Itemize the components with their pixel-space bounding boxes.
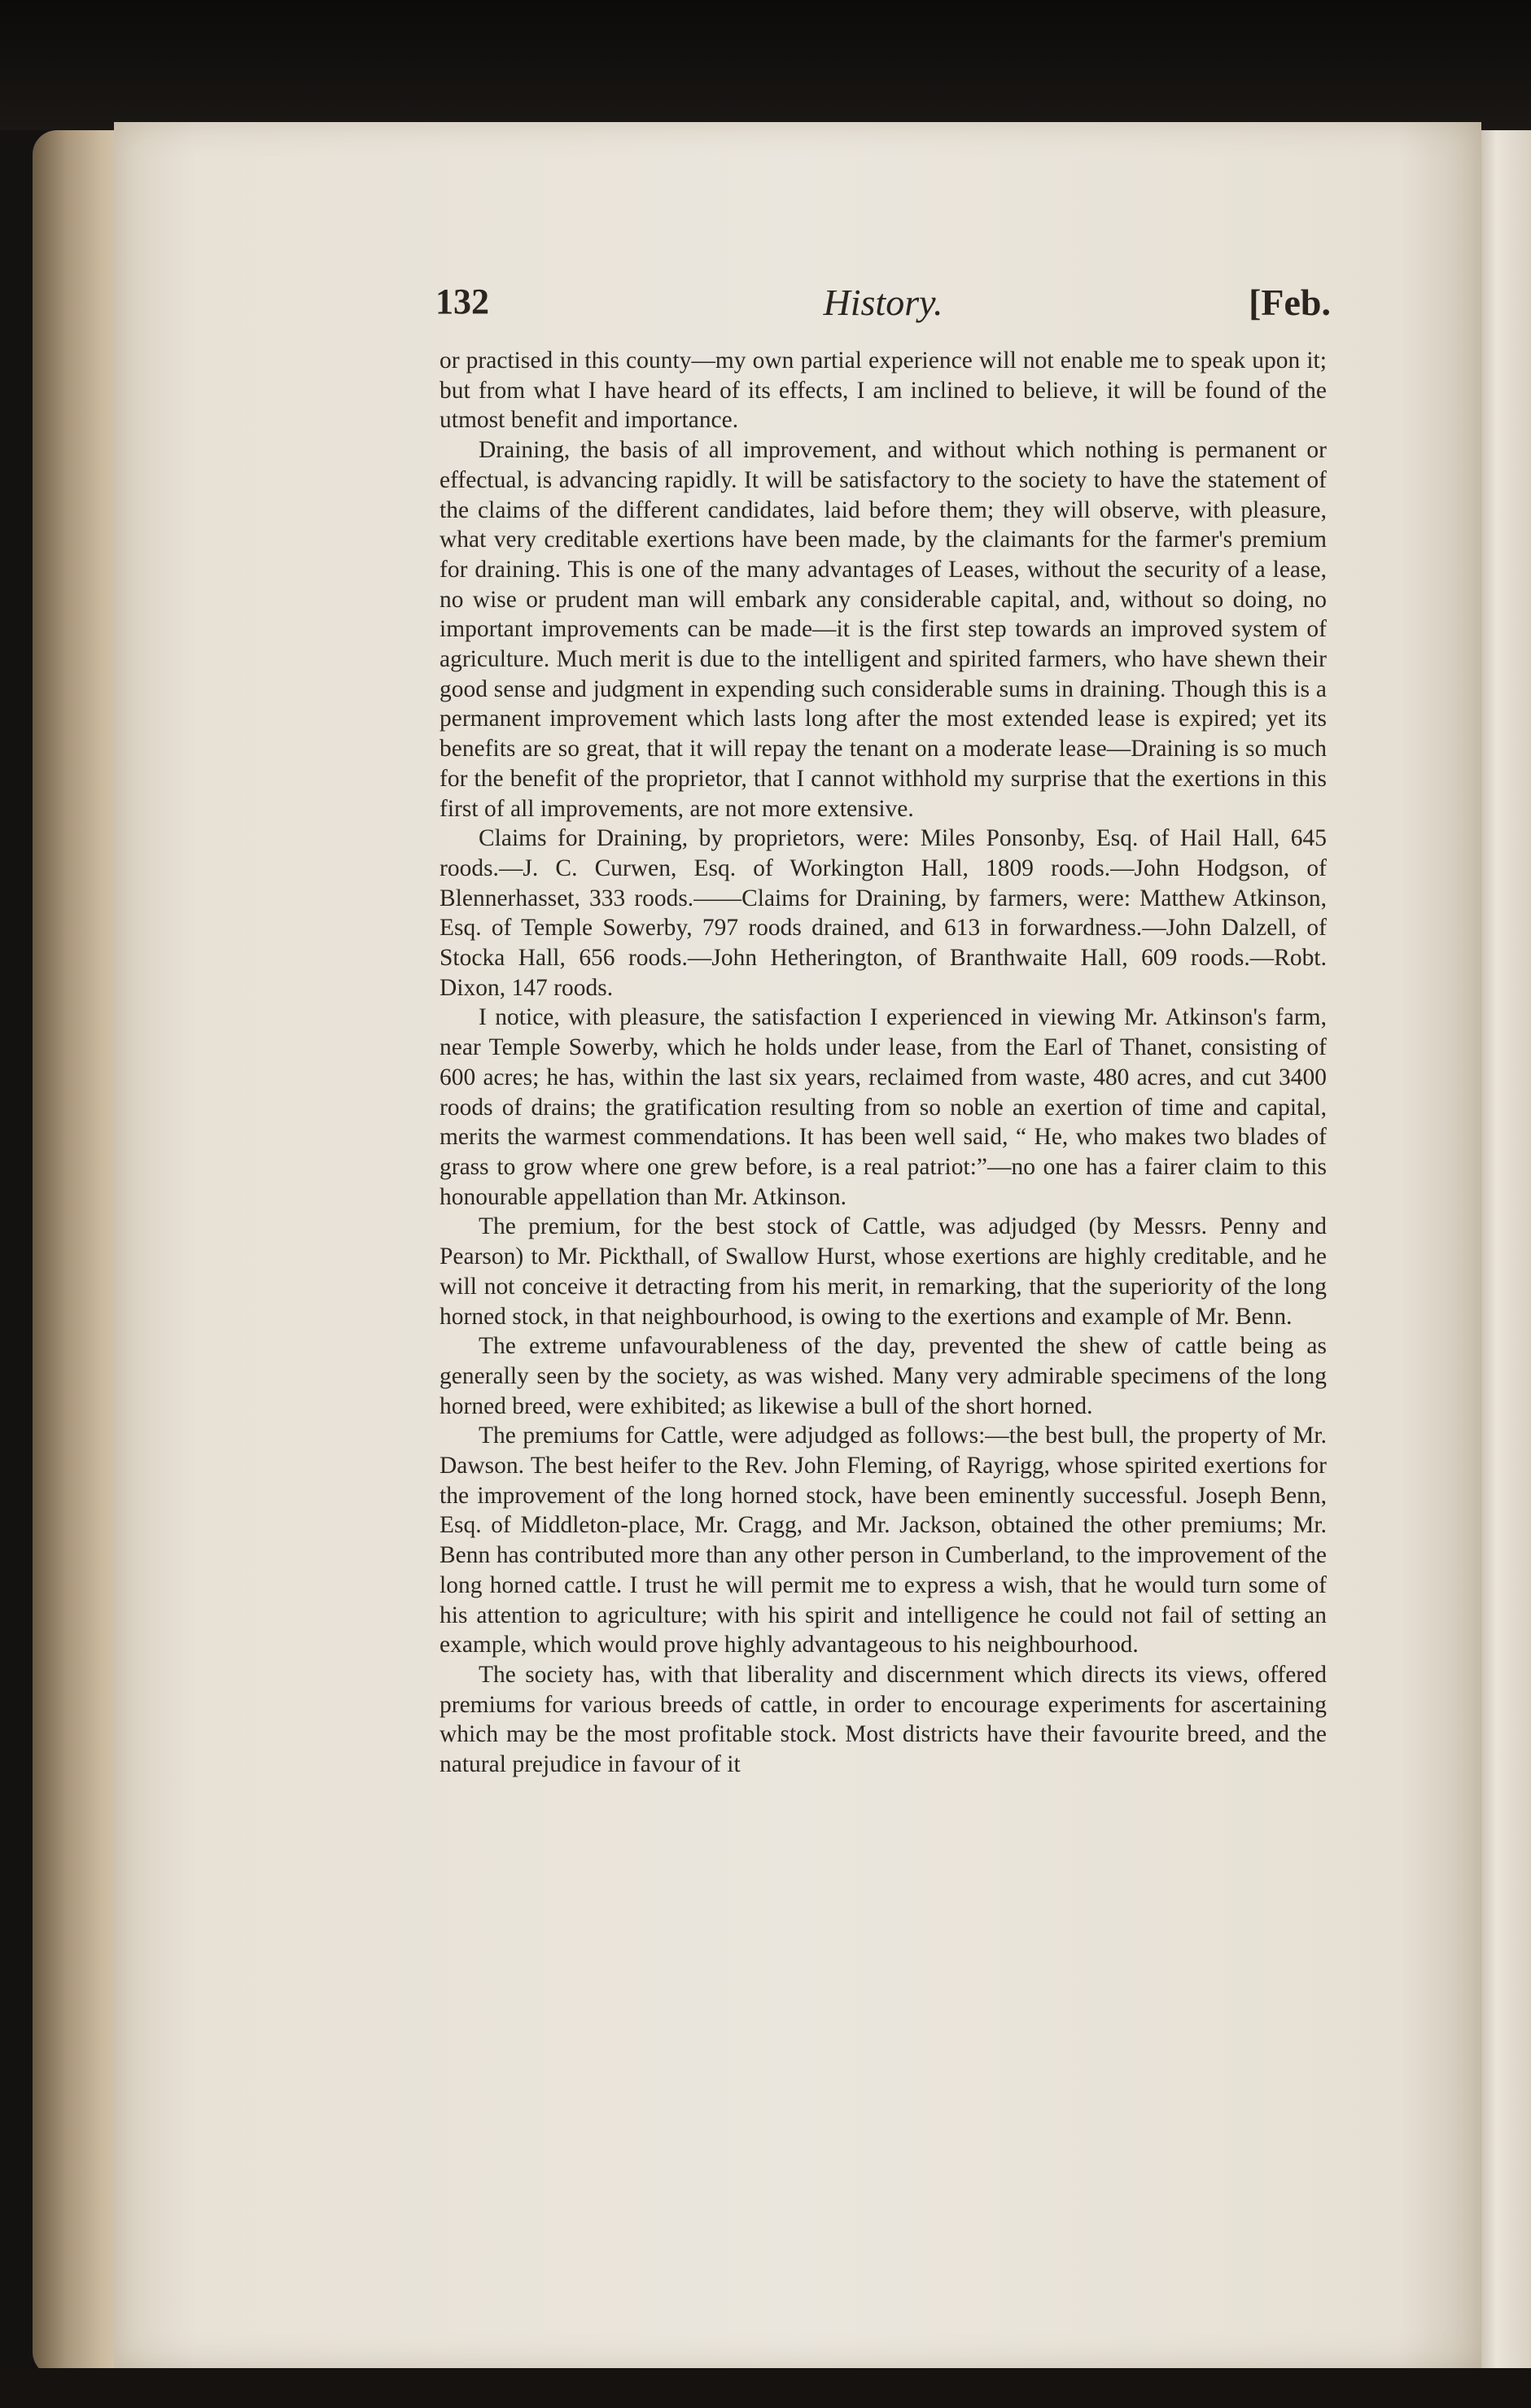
page-header bbox=[435, 281, 1331, 338]
paragraph-2: Draining, the basis of all improvement, and without which nothing is permanent or effectual, is advancing rapidly. It will be satisfactory to the society to have the statement of the claims of the different candidates, laid before them; they will observe, with pleasure, what very creditable exertions have been made, by the claimants for the farmer's premium for draining. This is one of the many advantages of Leases, without the security of a lease, no wise or prudent man will embark any considerable capital, and, without so doing, no important improvements can be made—it is the first step towards an improved system of agriculture. Much merit is due to the intelligent and spirited farmers, who have shewn their good sense and judgment in expending such considerable sums in draining. Though this is a permanent improvement which lasts long after the most extended lease is expired; yet its benefits are so great, that it will repay the tenant on a moderate lease—Draining is so much for the benefit of the proprietor, that I cannot withhold my surprise that the exertions in this first of all improvements, are not more extensive. bbox=[440, 437, 1327, 822]
paragraph-3: Claims for Draining, by proprietors, were: Miles Ponsonby, Esq. of Hail Hall, 645 roods.—J. C. Curwen, Esq. of Workington Hall, 1809 roods.—John Hodgson, of Blennerhasset, 333 roods.——Claims for Draining, by farmers, were: Matthew Atkinson, Esq. of Temple Sowerby, 797 roods drained, and 613 in forwardness.—John Dalzell, of Stocka Hall, 656 roods.—John Hetherington, of Branthwaite Hall, 609 roods.—Robt. Dixon, 147 roods. bbox=[440, 825, 1327, 1001]
paragraph-7: The premiums for Cattle, were adjudged as follows:—the best bull, the property of Mr. Dawson. The best heifer to the Rev. John Fleming, of Rayrigg, whose spirited exertions for the improvement of the long horned stock, have been eminently successful. Joseph Benn, Esq. of Middleton-place, Mr. Cragg, and Mr. Jackson, obtained the other premiums; Mr. Benn has contributed more than any other person in Cumberland, to the improvement of the long horned cattle. I trust he will permit me to express a wish, that he would turn some of his attention to agriculture; with his spirit and intelligence he could not fail of setting an example, which would prove highly advantageous to his neighbourhood. bbox=[440, 1423, 1327, 1659]
running-title: History. bbox=[823, 282, 943, 323]
paragraph-8: The society has, with that liberality and discernment which directs its views, offered premiums for various breeds of cattle, in order to encourage experiments for ascertaining which may be the most profitable stock. Most districts have their favourite breed, and the natural prejudice in favour of it bbox=[440, 1661, 1327, 1778]
paragraph-6: The extreme unfavourableness of the day, prevented the shew of cattle being as generally seen by the society, as was wished. Many very admirable specimens of the long horned breed, were exhibited; as likewise a bull of the short horned. bbox=[440, 1333, 1327, 1419]
paragraph-5: The premium, for the best stock of Cattle, was adjudged (by Messrs. Penny and Pearson) to Mr. Pickthall, of Swallow Hurst, whose exertions are highly creditable, and he will not conceive it detracting from his merit, in remarking, that the superiority of the long horned stock, in that neighbourhood, is owing to the exertions and example of Mr. Benn. bbox=[440, 1213, 1327, 1330]
paragraph-4: I notice, with pleasure, the satisfaction I experienced in viewing Mr. Atkinson's farm, near Temple Sowerby, which he holds under lease, from the Earl of Thanet, consisting of 600 acres; he has, within the last six years, reclaimed from waste, 480 acres, and cut 3400 roods of drains; the gratification resulting from so noble an exertion of time and capital, merits the warmest commendations. It has been well said, “ He, who makes two blades of grass to grow where one grew before, is a real patriot:”—no one has a fairer claim to this honourable appellation than Mr. Atkinson. bbox=[440, 1004, 1327, 1210]
background-top bbox=[0, 0, 1531, 130]
page-number: 132 bbox=[435, 282, 489, 321]
page-edges-right bbox=[1473, 130, 1531, 2376]
paragraph-1: or practised in this county—my own partial experience will not enable me to speak upon it; but from what I have heard of its effects, I am inclined to believe, it will be found of the utmost benefit and importance. bbox=[440, 347, 1327, 434]
running-month: [Feb. bbox=[1249, 282, 1331, 323]
body-text bbox=[440, 346, 1327, 1780]
background-bottom bbox=[0, 2368, 1531, 2408]
